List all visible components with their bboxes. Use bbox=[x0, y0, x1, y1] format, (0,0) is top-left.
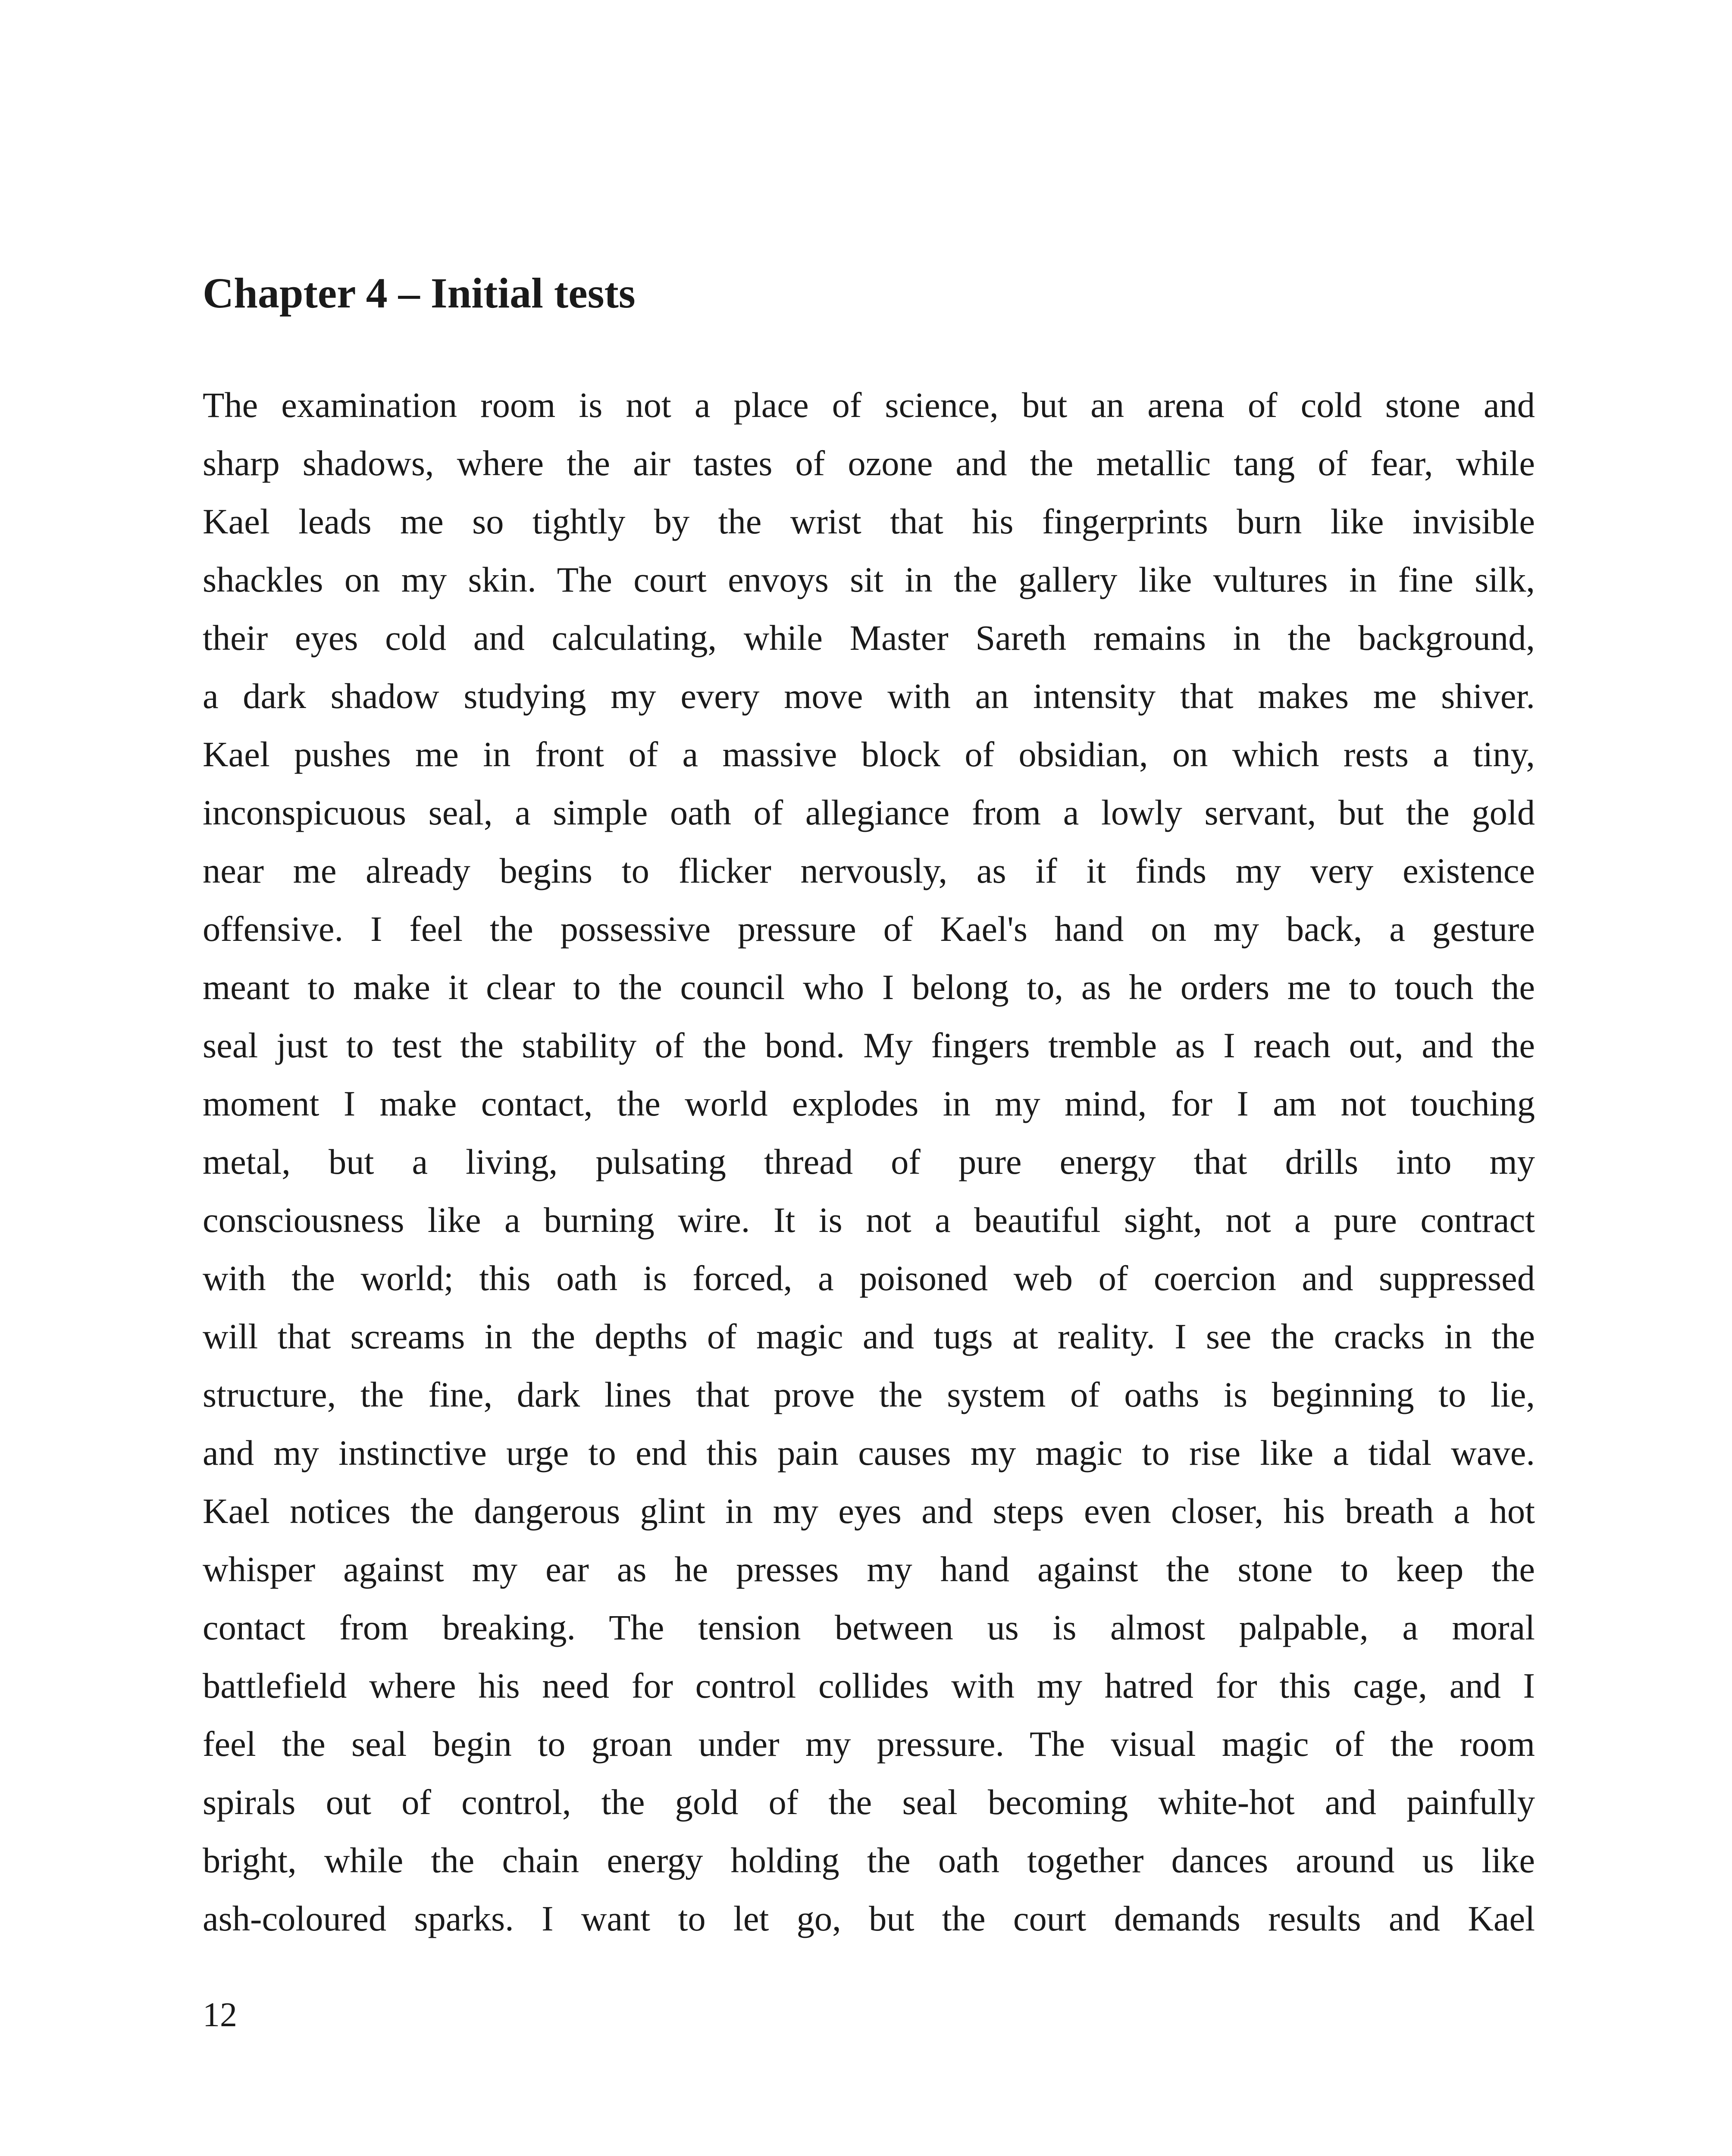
text-line: whisper against my ear as he presses my hand against the stone to keep the bbox=[203, 1549, 1535, 1589]
text-line: Kael pushes me in front of a massive block of obsidian, on which rests a tiny, bbox=[203, 734, 1535, 774]
text-line: feel the seal begin to groan under my pressure. The visual magic of the room bbox=[203, 1724, 1535, 1764]
text-line: near me already begins to flicker nervously, as if it finds my very existence bbox=[203, 851, 1535, 890]
text-line: with the world; this oath is forced, a poisoned web of coercion and suppressed bbox=[203, 1258, 1535, 1298]
text-line: Kael leads me so tightly by the wrist that his fingerprints burn like invisible bbox=[203, 501, 1535, 541]
text-line: contact from breaking. The tension between us is almost palpable, a moral bbox=[203, 1608, 1535, 1647]
text-line: structure, the fine, dark lines that prove the system of oaths is beginning to lie, bbox=[203, 1375, 1535, 1414]
text-line: will that screams in the depths of magic and tugs at reality. I see the cracks in the bbox=[203, 1316, 1535, 1356]
text-line: consciousness like a burning wire. It is not a beautiful sight, not a pure contract bbox=[203, 1200, 1535, 1240]
text-line: ash-coloured sparks. I want to let go, but the court demands results and Kael bbox=[203, 1899, 1535, 1938]
text-line: battlefield where his need for control collides with my hatred for this cage, and I bbox=[203, 1666, 1535, 1705]
chapter-title: Chapter 4 – Initial tests bbox=[203, 269, 636, 317]
text-line: and my instinctive urge to end this pain causes my magic to rise like a tidal wave. bbox=[203, 1433, 1535, 1473]
text-line: seal just to test the stability of the bond. My fingers tremble as I reach out, and the bbox=[203, 1025, 1535, 1065]
text-line: moment I make contact, the world explodes in my mind, for I am not touching bbox=[203, 1084, 1535, 1123]
text-line: meant to make it clear to the council who I belong to, as he orders me to touch the bbox=[203, 967, 1535, 1007]
text-line: spirals out of control, the gold of the seal becoming white-hot and painfully bbox=[203, 1782, 1535, 1822]
page-number: 12 bbox=[203, 1996, 237, 2034]
text-line: shackles on my skin. The court envoys sit in the gallery like vultures in fine silk, bbox=[203, 560, 1535, 599]
text-line: offensive. I feel the possessive pressure of Kael's hand on my back, a gesture bbox=[203, 909, 1535, 949]
text-line: bright, while the chain energy holding the oath together dances around us like bbox=[203, 1840, 1535, 1880]
text-line: metal, but a living, pulsating thread of pure energy that drills into my bbox=[203, 1142, 1535, 1181]
text-line: a dark shadow studying my every move with an intensity that makes me shiver. bbox=[203, 676, 1535, 716]
body-paragraph bbox=[203, 376, 1535, 1948]
text-line: inconspicuous seal, a simple oath of allegiance from a lowly servant, but the gold bbox=[203, 793, 1535, 832]
text-line: Kael notices the dangerous glint in my eyes and steps even closer, his breath a hot bbox=[203, 1491, 1535, 1531]
text-line: their eyes cold and calculating, while Master Sareth remains in the background, bbox=[203, 618, 1535, 658]
text-line: The examination room is not a place of science, but an arena of cold stone and bbox=[203, 385, 1535, 425]
text-line: sharp shadows, where the air tastes of ozone and the metallic tang of fear, while bbox=[203, 443, 1535, 483]
